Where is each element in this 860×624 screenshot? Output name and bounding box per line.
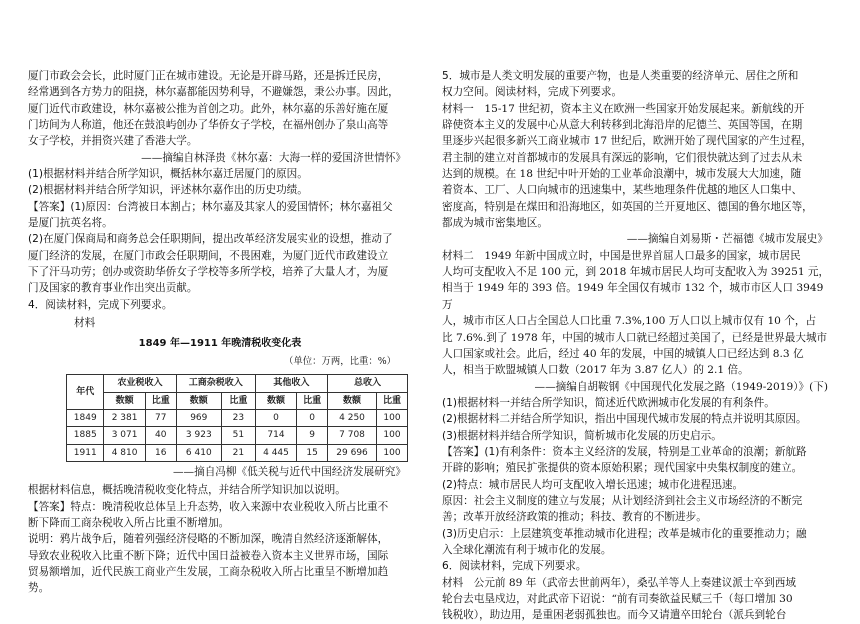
- answer-line: 断下降而工商杂税收入所占比重不断增加。: [28, 516, 230, 529]
- table-cell: 77: [145, 409, 176, 426]
- right-column: [442, 68, 834, 624]
- text-line: 君主制的建立对首都城市的发展具有深远的影响，它们很快就达到了过去从未: [442, 151, 803, 164]
- table-cell: 15: [297, 444, 328, 461]
- text-line: 钱税收），助边用，是重困老弱孤独也。而今又请遣卒田轮台（派兵到轮台: [442, 609, 787, 622]
- table-cell: 714: [255, 427, 296, 444]
- answer-line: 【答案】特点：晚清税收总体呈上升态势，收入来源中农业税收入所占比重不: [28, 500, 389, 513]
- answer-block: [28, 499, 412, 597]
- source-citation: ——摘编自刘易斯・芒福德《城市发展史》: [626, 233, 828, 246]
- subheader: 比重: [377, 392, 408, 409]
- text-line: 厦门市政会会长，此时厦门正在城市建设。无论是开辟马路，还是拆迁民房，: [28, 70, 389, 82]
- table-cell: 100: [377, 409, 408, 426]
- table-cell: 4 810: [104, 444, 145, 461]
- answer-block: [442, 444, 834, 558]
- table-cell: 7 708: [328, 427, 377, 444]
- table-row: [67, 427, 408, 444]
- material-label: 材料: [74, 317, 96, 330]
- table-unit: （单位：万两，比重：%）: [283, 355, 396, 367]
- answer-line: 是厦门抗英名将。: [28, 217, 113, 230]
- text-line: 相当于 1949 年的 393 倍。1949 年全国仅有城市 132 个，城市市区人口 3949 万: [442, 282, 824, 311]
- question-line: (3)根据材料并结合所学知识，简析城市化发展的历史启示。: [442, 429, 722, 442]
- header-group: 总收入: [328, 375, 408, 392]
- text-line: 轮台去屯垦戍边，对此武帝下诏说：“前有司奏欲益民赋三千（每口增加 30: [442, 593, 793, 605]
- question-title: 4．阅读材料，完成下列要求。: [28, 298, 173, 311]
- answer-block: [28, 199, 412, 297]
- text-line: 材料一 15-17 世纪初，资本主义在欧洲一些国家开始发展起来。新航线的开: [442, 102, 805, 115]
- table-cell: 1885: [67, 427, 104, 444]
- material-six: [442, 575, 834, 624]
- answer-line: (3)历史启示：上层建筑变革推动城市化进程；改革是城市化的重要推动力；融: [442, 527, 807, 540]
- table-cell: 3 923: [176, 427, 221, 444]
- header-group: 其他收入: [255, 375, 327, 392]
- source-citation: ——摘编自胡鞍钢《中国现代化发展之路（1949-2019）》(下): [534, 380, 828, 393]
- header-year: 年代: [67, 375, 104, 410]
- answer-line: 【答案】(1)有利条件：资本主义经济的发展，特别是工业革命的浪潮；新航路: [442, 445, 807, 458]
- text-line: 材料二 1949 年新中国成立时，中国是世界首屈人口最多的国家，城市居民: [442, 249, 801, 262]
- source-citation: ——摘编自林泽贵《林尔嘉：大海一样的爱国济世情怀》: [141, 151, 406, 164]
- answer-line: 说明：鸦片战争后，随着列强经济侵略的不断加深，晚清自然经济逐渐解体，: [28, 533, 389, 546]
- table-subheader-row: [67, 392, 408, 409]
- answer-line: 厦门经济的发展，在厦门市政会任职期间，不畏困难，为厦门近代市政建设立: [28, 249, 389, 262]
- table-cell: 40: [145, 427, 176, 444]
- subheader: 比重: [297, 392, 328, 409]
- subheader: 数额: [255, 392, 296, 409]
- source-citation: ——摘自冯柳《低关税与近代中国经济发展研究》: [172, 465, 406, 478]
- table-cell: 4 250: [328, 409, 377, 426]
- table-cell: 1911: [67, 444, 104, 461]
- table-header-row: [67, 375, 408, 392]
- answer-line: (2)特点：城市居民人均可支配收入增长迅速；城市化进程迅速。: [442, 478, 744, 491]
- text-line: 密度高，特别是在煤田和沿海地区，如英国的兰开夏地区、德国的鲁尔地区等，: [442, 200, 813, 213]
- text-line: 里逐步兴起很多新兴工商业城市 17 世纪后，欧洲开始了现代国家的产生过程，: [442, 135, 812, 148]
- question-line: 根据材料信息，概括晚清税收变化特点，并结合所学知识加以说明。: [28, 484, 346, 497]
- text-line: 都成为城市密集地区。: [442, 217, 548, 230]
- question-title: 6．阅读材料，完成下列要求。: [442, 560, 587, 573]
- table-cell: 2 381: [104, 409, 145, 426]
- table-cell: 100: [377, 444, 408, 461]
- question-intro: 5．城市是人类文明发展的重要产物，也是人类重要的经济单元、居住之所和: [442, 70, 799, 82]
- text-line: 厦门近代市政建设，林尔嘉被公推为首创之功。此外，林尔嘉的乐善好施在厦: [28, 102, 389, 115]
- answer-line: 下了汗马功劳；创办或资助华侨女子学校等多所学校，培养了大量人才，为厦: [28, 266, 389, 279]
- answer-line: 导致农业税收入比重不断下降；近代中国日益被卷入资本主义世界市场，国际: [28, 549, 389, 562]
- question-intro: 权力空间。阅读材料，完成下列要求。: [442, 86, 623, 99]
- table-cell: 9: [297, 427, 328, 444]
- subheader: 数额: [176, 392, 221, 409]
- text-line: 着资本、工厂、人口向城市的迅速集中，某些地理条件优越的地区人口集中、: [442, 184, 803, 197]
- answer-line: 势。: [28, 582, 50, 595]
- header-group: 农业税收入: [104, 375, 176, 392]
- table-cell: 23: [221, 409, 255, 426]
- question-line: (1)根据材料并结合所学知识，概括林尔嘉迁居厦门的原因。: [28, 168, 308, 181]
- answer-line: 善；改革开放经济政策的推动；科技、教育的不断进步。: [442, 511, 707, 524]
- answer-line: 贸易额增加，近代民族工商业产生发展，工商杂税收入所占比重呈不断增加趋: [28, 565, 389, 578]
- answer-line: (2)在厦门保商局和商务总会任职期间，提出改革经济发展实业的设想，推动了: [28, 233, 393, 246]
- header-group: 工商杂税收入: [176, 375, 255, 392]
- question-line: (1)根据材料一并结合所学知识，简述近代欧洲城市化发展的有利条件。: [442, 396, 775, 409]
- answer-line: 【答案】(1)原因：台湾被日本割占；林尔嘉及其家人的爱国情怀；林尔嘉祖父: [28, 200, 393, 213]
- material-two: [442, 248, 834, 379]
- answer-line: 原因：社会主义制度的建立与发展；从计划经济到社会主义市场经济的不断完: [442, 494, 803, 507]
- table-cell: 0: [255, 409, 296, 426]
- question-line: (2)根据材料并结合所学知识，评述林尔嘉作出的历史功绩。: [28, 184, 308, 197]
- text-line: 达到的规模。在 18 世纪中叶开始的工业革命浪潮中，城市发展大大加速，随: [442, 168, 802, 181]
- table-cell: 969: [176, 409, 221, 426]
- answer-line: 门及国家的教育事业作出突出贡献。: [28, 282, 198, 295]
- table-title: 1849 年—1911 年晚清税收变化表: [138, 337, 302, 349]
- answer-line: 开辟的影响；殖民扩张提供的资本原始积累；现代国家中央集权制度的建立。: [442, 462, 803, 475]
- table-cell: 6 410: [176, 444, 221, 461]
- tax-table-figure: [28, 315, 412, 480]
- table-cell: 29 696: [328, 444, 377, 461]
- table-cell: 16: [145, 444, 176, 461]
- left-column: [28, 68, 412, 597]
- table-row: [67, 444, 408, 461]
- text-line: 经常遇到各方势力的阻挠，林尔嘉都能因势利导，不避嫌怨，秉公办事。因此，: [28, 86, 399, 99]
- tax-table: [66, 374, 408, 462]
- text-line: 人，城市市区人口占全国总人口比重 7.3%,100 万人口以上城市仅有 10 个，占: [442, 315, 817, 328]
- text-line: 比 7.6%.到了 1978 年，中国的城市人口就已经超过美国了，已经是世界最大城市: [442, 331, 828, 344]
- table-cell: 51: [221, 427, 255, 444]
- table-cell: 4 445: [255, 444, 296, 461]
- table-cell: 0: [297, 409, 328, 426]
- table-cell: 3 071: [104, 427, 145, 444]
- text-line: 人，相当于欧盟城镇人口数（2017 年为 3.87 亿人）的 2.1 倍。: [442, 364, 749, 377]
- table-cell: 100: [377, 427, 408, 444]
- question-line: (2)根据材料二并结合所学知识，指出中国现代城市发展的特点并说明其原因。: [442, 413, 807, 426]
- subheader: 数额: [104, 392, 145, 409]
- text-line: 门坊间为人称道，他还在鼓浪屿创办了华侨女子学校，在福州创办了泉山高等: [28, 119, 389, 132]
- text-line: 材料 公元前 89 年（武帝去世前两年），桑弘羊等人上奏建议派士卒到西域: [442, 576, 796, 589]
- text-line: 人口国家或社会。此后，经过 40 年的发展，中国的城镇人口已经达到 8.3 亿: [442, 347, 804, 360]
- text-line: 辟使资本主义的发展中心从意大利转移到北海沿岸的尼德兰、英国等国，在期: [442, 119, 803, 132]
- text-line: 人均可支配收入不足 100 元，到 2018 年城市居民人均可支配收入为 39251 元，: [442, 266, 830, 279]
- subheader: 比重: [221, 392, 255, 409]
- table-cell: 1849: [67, 409, 104, 426]
- text-line: 女子学校，并捐资兴建了香港大学。: [28, 135, 198, 148]
- answer-line: 入全球化潮流有利于城市化的发展。: [442, 543, 612, 556]
- table-cell: 21: [221, 444, 255, 461]
- passage-lin-erjia: [28, 68, 412, 150]
- subheader: 比重: [145, 392, 176, 409]
- material-one: [442, 101, 834, 232]
- table-row: [67, 409, 408, 426]
- subheader: 数额: [328, 392, 377, 409]
